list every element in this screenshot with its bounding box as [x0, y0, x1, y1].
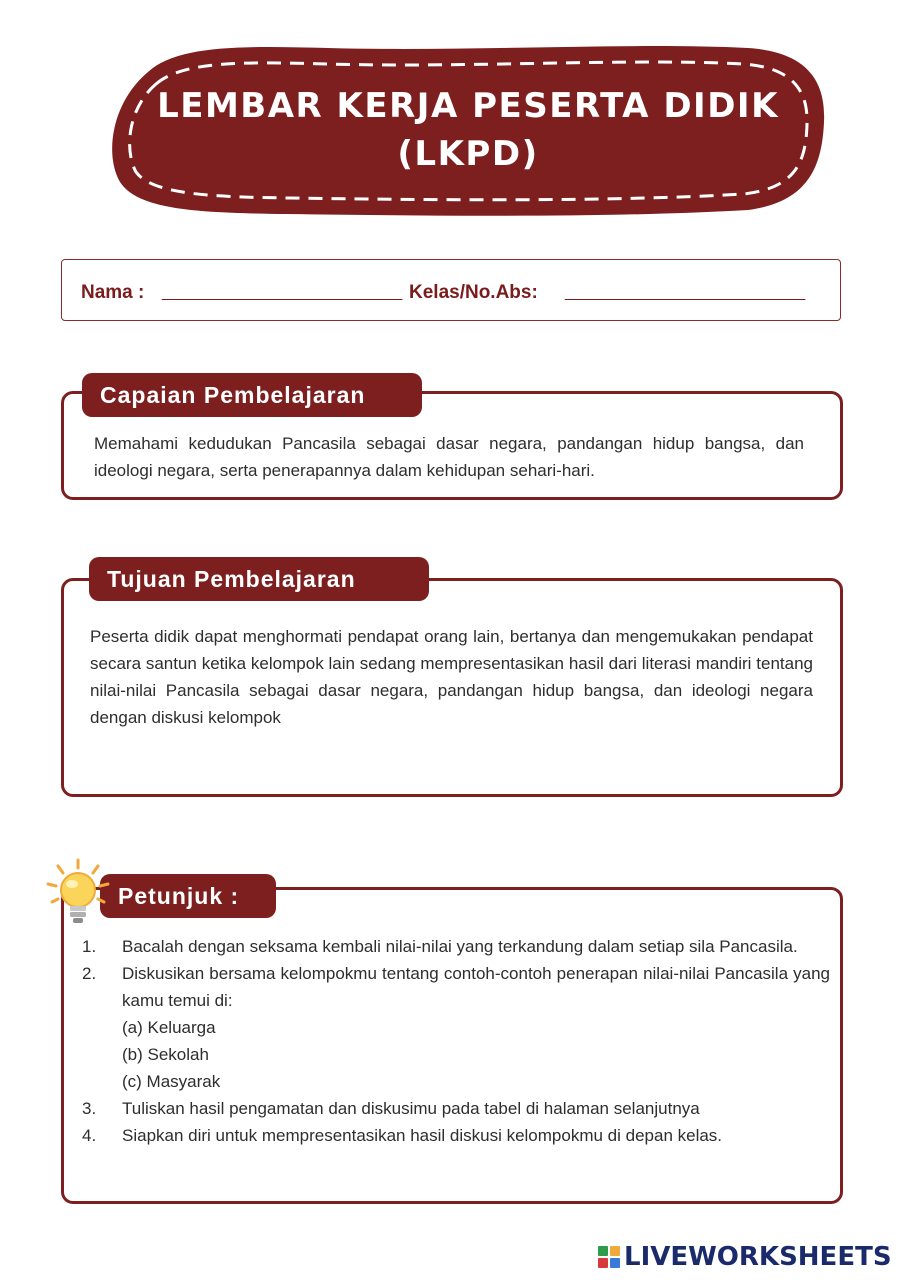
sub-item: (b) Sekolah — [122, 1045, 209, 1064]
logo-icon — [598, 1246, 620, 1268]
list-item: 3. Tuliskan hasil pengamatan dan diskusimu pada tabel di halaman selanjutnya — [82, 1099, 700, 1118]
class-label: Kelas/No.Abs: — [409, 282, 538, 303]
petunjuk-list — [82, 933, 830, 1149]
tujuan-text: Peserta didik dapat menghormati pendapat orang lain, bertanya dan mengemukakan pendapat secara santun ketika kelompok lain sedang mempresentasikan hasil dari literasi mandiri tentang nilai-nilai Pancasila sebagai dasar negara, pandangan hidup bangsa, dan ideologi negara dengan diskusi kelompok — [90, 627, 813, 727]
name-label: Nama : — [81, 282, 145, 303]
list-item: 1. Bacalah dengan seksama kembali nilai-nilai yang terkandung dalam setiap sila Pancasila. — [82, 937, 798, 956]
logo-text: LIVEWORKSHEETS — [624, 1242, 892, 1272]
liveworksheets-logo[interactable] — [598, 1240, 892, 1274]
list-item: 4. Siapkan diri untuk mempresentasikan hasil diskusi kelompokmu di depan kelas. — [82, 1126, 723, 1145]
title-line-1: LEMBAR KERJA PESERTA DIDIK — [157, 86, 779, 126]
class-blank[interactable]: ___________________________ — [565, 284, 806, 301]
page-title — [108, 82, 828, 178]
list-item: 2. Diskusikan bersama kelompokmu tentang contoh-contoh penerapan nilai-nilai Pancasila yang kamu temui di: — [82, 964, 830, 1010]
capaian-heading: Capaian Pembelajaran — [82, 373, 422, 417]
capaian-text: Memahami kedudukan Pancasila sebagai dasar negara, pandangan hidup bangsa, dan ideologi negara, serta penerapannya dalam kehidupan sehari-hari. — [94, 434, 804, 480]
sub-item: (a) Keluarga — [122, 1018, 216, 1037]
title-line-2: (LKPD) — [397, 134, 539, 174]
lightbulb-icon — [44, 856, 112, 928]
sub-item: (c) Masyarak — [122, 1072, 221, 1091]
tujuan-heading: Tujuan Pembelajaran — [89, 557, 429, 601]
identity-box — [61, 259, 841, 321]
petunjuk-heading: Petunjuk : — [100, 874, 276, 918]
name-blank[interactable]: ___________________________ — [162, 284, 403, 301]
